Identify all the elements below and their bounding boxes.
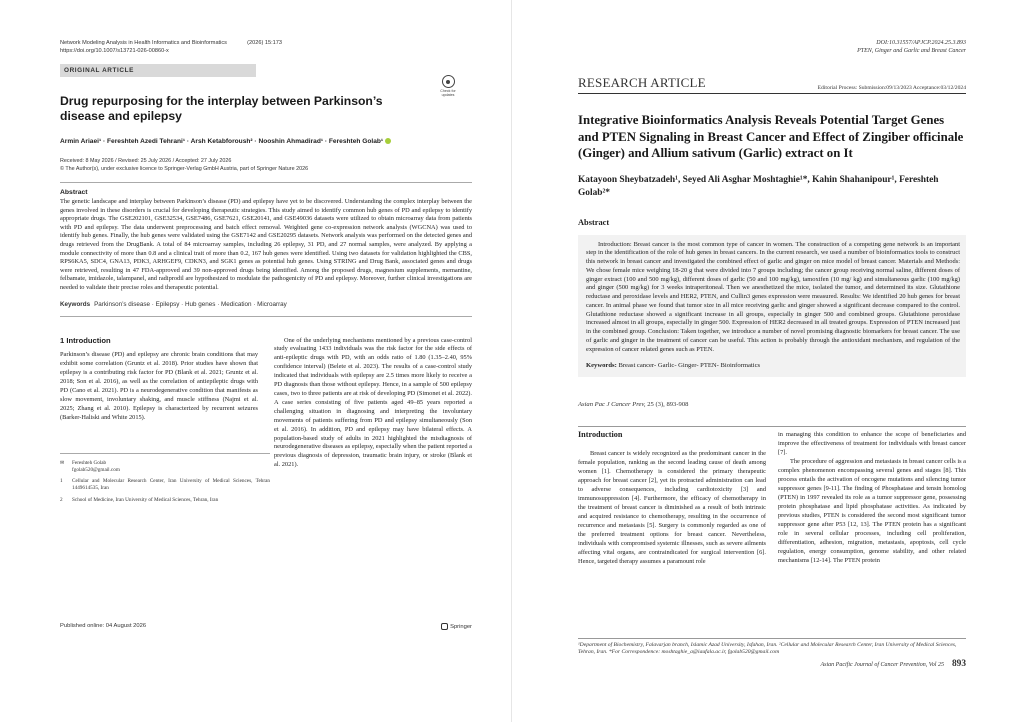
body-columns (578, 426, 966, 566)
keywords (586, 358, 960, 371)
header-short-title: PTEN, Ginger and Garlic and Breast Cancer (857, 47, 966, 54)
affiliation-1 (60, 478, 270, 492)
header-doi[interactable]: DOI:10.31557/APJCP.2024.25.3.893 (876, 40, 966, 46)
abstract-box (578, 235, 966, 378)
intro-paragraph: in managing this condition to enhance the scope of beneficiaries and improve the effectiveness of treatment for individuals with breast cancer [7]. (778, 431, 966, 457)
running-header (60, 40, 472, 46)
body-columns (60, 337, 472, 508)
badge-label: Check for updates (440, 89, 456, 97)
journal-citation (578, 401, 966, 408)
correspondence (60, 460, 270, 474)
springer-horse-icon (441, 623, 448, 630)
citation-journal: Asian Pac J Cancer Prev, (578, 401, 646, 409)
page-number: 893 (951, 659, 966, 669)
body-column-right (778, 431, 966, 566)
affil-number: 2 (60, 496, 63, 503)
article-type-row (578, 75, 966, 94)
intro-paragraph: The procedure of aggression and metastasis in breast cancer cells is a complex phenomenon encompassing several genes and stages [8]. This process entails the activation of oncogene mutations and silencing tumor suppressor genes [9-11]. The finding of Phosphatase and tensin homolog (PTEN) in 1997 revealed its role as a tumor suppressor gene, possessing protein phosphatase and lipid phosphatase activities. As indicated by previous studies, PTEN is considered the second most significant tumor suppressor gene after P53 [12, 13]. The PTEN protein has a significant role in several cellular processes, including cell proliferation, differentiation, adhesion, migration, metastasis, apoptosis, cell cycle regulation, energy consumption, genome stability, and other related mechanisms [12-14]. The PTEN protein (778, 458, 966, 564)
section-heading: Introduction (578, 430, 623, 440)
section-heading: 1 Introduction (60, 335, 111, 345)
affiliation-footnote: ¹Department of Biochemistry, Falavarjan branch, Islamic Azad University, Isfahan, Iran. ²Cellular and Molecular Research Center, Iran University of Medical Sciences, Tehran, Iran. *For Correspondence: moshtaghie_a@iaufala.ac.ir, fgolab520@gmail.com (578, 638, 966, 657)
corr-name: Fereshteh Golab (72, 459, 107, 466)
corr-email[interactable]: fgolab520@gmail.com (72, 466, 120, 473)
right-article-page (512, 0, 1024, 722)
abstract-heading: Abstract (578, 217, 610, 227)
publisher-name: Springer (450, 624, 472, 631)
keywords-label: Keywords: (586, 362, 617, 370)
mail-icon: ✉ (60, 459, 65, 466)
author-footnotes (60, 453, 270, 504)
abstract-text: The genetic landscape and interplay between Parkinson’s disease (PD) and epilepsy have yet to be discovered. Understanding the complex interplay between the genes involved in these disorders is crucial for developing therapeutic strategies. This study aimed to identify common hub genes of PD and epilepsy to identify appropriate drugs. The GSE202101, GSE32534, GSE7486, GSE7621, GSE20141, and GSE49036 datasets were utilized to obtain microarray data from patients with PD and epilepsy. The data underwent preprocessing and batch effect removal. Weighted gene co-expression network analysis (WGCNA) was used to identify hub genes. Finally, the hub genes were validated using the GSE7142 and GSE20295 datasets. Network analysis was performed on the detected genes and drugs retrieved from the DrugBank. A total of 84 microarray samples, including 26 epilepsy, 31 PD, and 27 normal samples, were analyzed. By applying a module connectivity of more than 0.8 and a clinical trait of more than 0.2, 167 hub genes were identified. Using two datasets for validation highlighted the CBS, RPS6KA5, SDC4, GNA13, PDK3, ARHGEF9, CDKN3, and SGK1 genes as potential hub genes. Using STRING and Drug Bank, associated genes and drugs were retrieved, resulting in 47 FDA-approved and 39 non-approved drugs being identified. Among the proposed drugs, magnesium supplements, memantine, felbamate, imidazole, talampanel, and radiprodil are hypothesized to modulate the pathogenicity of PD and epilepsy. Moreover, further clinical investigations are needed to validate their precise roles and therapeutic potential. (60, 198, 472, 291)
body-column-right (274, 337, 472, 508)
author-list (60, 138, 472, 145)
author-names: Armin Ariaei¹ · Fereshteh Azedi Tehrani¹ · Arsh Ketabforoush² · Nooshin Ahmadirad¹ · Fereshteh Golab¹ (60, 138, 384, 145)
running-header (578, 40, 966, 55)
article-title: Integrative Bioinformatics Analysis Reveals Potential Target Genes and PTEN Signaling in Breast Cancer and Effect of Zingiber officinale (Ginger) and Allium sativum (Garlic) extract on It (578, 113, 964, 161)
abstract-text: Introduction: Breast cancer is the most common type of cancer in women. The construction of a competing gene network is an important step in the identification of the role of hub genes in breast cancers. In the current research, we used a number of bioinformatics tools to construct this network in breast cancer and investigated the combined effect of garlic and ginger on mice model of breast cancer. Materials and Methods: We chose female mice weighing 18-20 g that were divided into 7 groups including; the cancer group receiving normal saline, different doses of ginger extract (100 and 500 mg/kg), different doses of garlic (50 and 100 mg/kg), tamoxifen (10 mg/ kg) and simultaneous garlic (100 mg/kg) and ginger (500 mg/kg) for 3 weeks intraperitoneal. Then we anesthetized the mice, isolated the tumor, and determined its size. Glutathione reductase and peroxidase levels and HER2, PTEN, and Cullin3 genes expression were measured. Results: We identified 20 hub genes for breast cancer. In animal phase we found that tumor size in all mice receiving garlic and ginger showed a significant decrease compared to the control. Glutathione reductase showed a significant increase in all groups, especially in ginger 500 and combined groups. Glutathione peroxidase increased almost in all groups, especially in ginger 500. Expression of HER2 decreased in all treated groups. Expression of PTEN increased just in the combined group. Conclusion: Taken together, we introduce a number of novel promising diagnostic biomarkers for breast cancer. The use of garlic and ginger in the treatment of cancer can be useful. This action is probably through the antioxidant mechanism, and regulation of the expression of cancer related genes such as PTEN. (586, 240, 960, 353)
abstract-heading: Abstract (60, 189, 88, 196)
received-dates: Received: 8 May 2026 / Revised: 25 July 2026 / Accepted: 27 July 2026 (60, 158, 232, 164)
publisher-logo (441, 623, 472, 630)
page-footer (60, 623, 472, 630)
body-column-left (60, 335, 270, 508)
intro-paragraph: One of the underlying mechanisms mentioned by a previous case-control study evaluating 1433 individuals was the risk factor for the side effects of anti-epileptic drugs with PD, with an odds ratio of 1.80 (1.35–2.40, 95% confidence interval) (Belete et al. 2023). The results of a case-control study indicated that individuals with epilepsy are 2.5 times more likely to receive a PD diagnosis than those without epilepsy. Hence, in a sample of 500 epilepsy cases, two to three patients are at risk of developing PD (Simonet et al. 2022). A case series consisting of five patients aged 49–85 years reported a challenging situation in diagnosing and interpreting the involuntary movements of patients suffering from PD and epilepsy simultaneously (Son et al. 2016). In addition, PD and epilepsy may have bilateral effects. A population-based study of adults in 2021 highlighted the misdiagnosis of neurodegenerative diseases as epilepsy, especially when the patient reported a previous diagnosis of depression, traumatic brain injury, or stroke (Blank et al. 2021). (274, 336, 472, 469)
journal-name: Network Modeling Analysis in Health Informatics and Bioinformatics (60, 40, 227, 46)
keywords (60, 301, 472, 317)
doi-link[interactable]: https://doi.org/10.1007/s13721-026-00860-x (60, 48, 169, 54)
citation-volume: 25 (3), 893-908 (647, 401, 689, 409)
published-date: Published online: 04 August 2026 (60, 623, 147, 629)
affil-text: School of Medicine, Iran University of Medical Sciences, Tehran, Iran (72, 496, 219, 503)
article-dates (60, 157, 472, 173)
volume-info: (2026) 15:173 (247, 40, 282, 46)
affil-number: 1 (60, 478, 63, 485)
keywords-list: Breast cancer- Garlic- Ginger- PTEN- Bioinformatics (618, 362, 761, 370)
footer-journal: Asian Pacific Journal of Cancer Prevention, Vol 25 (820, 662, 944, 668)
abstract-section (60, 182, 472, 293)
author-list: Katayoon Sheybatzadeh¹, Seyed Ali Asghar Moshtaghie¹*, Kahin Shahanipour¹, Fereshteh Golab²* (578, 174, 939, 198)
article-type-band: ORIGINAL ARTICLE (60, 64, 256, 77)
check-for-updates-badge[interactable] (439, 75, 457, 97)
affil-text: Cellular and Molecular Research Center, Iran University of Medical Sciences, Tehran 1449614535, Iran (72, 478, 270, 492)
article-title: Drug repurposing for the interplay between Parkinson’s disease and epilepsy (60, 94, 383, 123)
affiliation-2 (60, 497, 270, 504)
intro-paragraph: Parkinson’s disease (PD) and epilepsy are chronic brain conditions that may exhibit some correlation (Gruntz et al. 2018). Prior studies have shown that epilepsy is a contributing risk factor for PD (Blank et al. 2021; Gruntz et al. 2018; Son et al. 2016), as well as the correlation of antiepileptic drugs with PD (Cano et al. 2021). PD is a neurodegenerative condition that manifests as slow movement, involuntary shaking, and muscle stiffness (Najmi et al. 2025; Zhang et al. 2010). Epilepsy is characterized by recurrent seizures (Barker-Haliski and White 2015). (60, 351, 258, 421)
intro-paragraph: Breast cancer is widely recognized as the predominant cancer in the female population, ranking as the second leading cause of death among women [1]. Chemotherapy is considered the primary therapeutic approach for breast cancer [2], yet its protracted administration can lead to adverse consequences, including cardiotoxicity [3] and immunosuppression [4]. Furthermore, the efficacy of chemotherapy in the treatment of breast cancer is diminished as a result of both intrinsic and acquired resistance to chemotherapy, resulting in the occurrence of recurrence and metastasis [5]. Surgery is commonly regarded as one of the preferred treatment options for breast cancer. Nevertheless, individuals with compromised systemic illnesses, such as severe ailments affecting vital organs, are contraindicated for surgical intervention [6]. Hence, targeted therapy assumes a paramount role (578, 450, 766, 565)
orcid-icon[interactable] (385, 138, 391, 144)
copyright-line: © The Author(s), under exclusive licence to Springer-Verlag GmbH Austria, part of Springer Nature 2026 (60, 166, 309, 172)
check-updates-icon (442, 75, 455, 88)
page-footer (578, 659, 966, 669)
article-type: RESEARCH ARTICLE (578, 75, 706, 91)
body-column-left (578, 431, 766, 566)
keywords-label: Keywords (60, 300, 91, 308)
editorial-process: Editorial Process: Submission:09/13/2023 Acceptance:03/12/2024 (817, 85, 966, 92)
keywords-list: Parkinson’s disease · Epilepsy · Hub genes · Medication · Microarray (94, 300, 287, 308)
